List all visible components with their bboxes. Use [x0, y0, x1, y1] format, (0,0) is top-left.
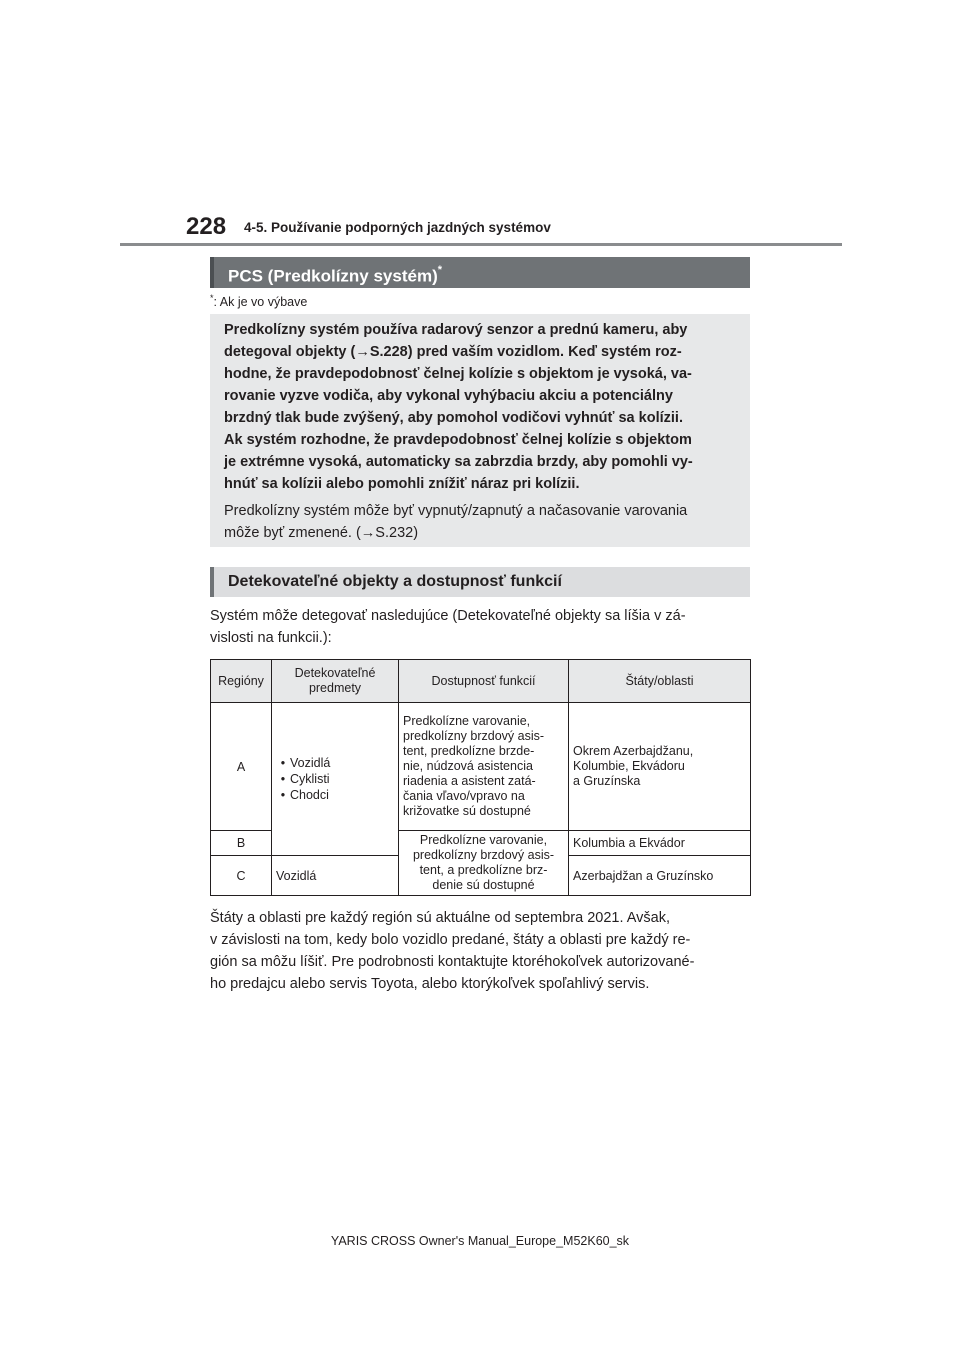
chapter-title: 4-5. Používanie podporných jazdných systémov [244, 220, 551, 235]
cell-line: križovatke sú dostupné [403, 804, 531, 818]
footer-text: YARIS CROSS Owner's Manual_Europe_M52K60_sk [330, 1234, 630, 1248]
cell-states-c: Azerbajdžan a Gruzínsko [569, 856, 751, 896]
cell-states-b: Kolumbia a Ekvádor [569, 831, 751, 856]
page-number: 228 [186, 213, 227, 240]
cell-objects-c: Vozidlá [272, 856, 399, 896]
objects-list [276, 755, 394, 803]
cell-line: riadenia a asistent zatá- [403, 774, 536, 788]
cell-line: Predkolízne varovanie, [403, 714, 531, 728]
info-line: hodne, že pravdepodobnosť čelnej kolízie s objektom je vysoká, va- [224, 366, 692, 382]
info-line: hnúť sa kolízii alebo pomohli znížiť náraz pri kolízii. [224, 476, 580, 492]
info-line: detegoval objekty (→S.228) pred vaším vozidlom. Keď systém roz- [224, 344, 682, 360]
closing-line: v závislosti na tom, kedy bolo vozidlo predané, štáty a oblasti pre každý re- [210, 932, 691, 948]
header-objects-line: Detekovateľné [294, 666, 376, 680]
header-regions: Regióny [211, 660, 272, 703]
info-line: rovanie vyzve vodiča, aby vykonal vyhýbaciu akciu a potenciálny [224, 388, 673, 404]
info-normal-paragraph [224, 500, 740, 544]
cell-line: nie, núdzová asistencia [403, 759, 533, 773]
footnote-text: : Ak je vo výbave [213, 295, 308, 310]
closing-paragraph [210, 907, 750, 995]
closing-line: Štáty a oblasti pre každý región sú aktuálne od septembra 2021. Avšak, [210, 910, 670, 926]
cell-line: Kolumbie, Ekvádoru [573, 759, 685, 773]
header-functions: Dostupnosť funkcií [399, 660, 569, 703]
cell-line: predkolízny brzdový asis- [403, 729, 545, 743]
info-line: Ak systém rozhodne, že pravdepodobnosť čelnej kolízie s objektom [224, 432, 692, 448]
section-title-pcs [210, 257, 750, 288]
list-item: • Chodci [276, 787, 394, 803]
footnote-mark: * [210, 293, 214, 303]
cell-region-b: B [211, 831, 272, 856]
cell-states-a [569, 703, 751, 831]
cell-functions-bc [399, 831, 569, 896]
info-line: Predkolízny systém môže byť vypnutý/zapnutý a načasovanie varovania [224, 503, 688, 519]
section-title-detectable: Detekovateľné objekty a dostupnosť funkcií [210, 567, 750, 597]
info-bold-paragraph [224, 319, 740, 495]
footnote [210, 293, 307, 309]
cell-functions-a [399, 703, 569, 831]
header-objects-line: predmety [308, 681, 362, 695]
info-line: je extrémne vysoká, automaticky sa zabrzdia brzdy, aby pomohli vy- [224, 454, 693, 470]
cell-region-a: A [211, 703, 272, 831]
header-states: Štáty/oblasti [569, 660, 751, 703]
header-divider [120, 243, 842, 246]
header-objects [272, 660, 399, 703]
closing-line: gión sa môžu líšiť. Pre podrobnosti kontaktujte ktoréhokoľvek autorizované- [210, 954, 695, 970]
cell-line: tent, predkolízne brzde- [403, 744, 535, 758]
info-line: môže byť zmenené. (→S.232) [224, 525, 419, 541]
info-line: brzdný tlak bude zvýšený, aby pomohol vodičovi vyhnúť sa kolízii. [224, 410, 683, 426]
section-title-asterisk: * [437, 264, 443, 276]
table-row [211, 703, 751, 831]
cell-line: tent, a predkolízne brz- [419, 863, 548, 877]
cell-line: predkolízny brzdový asis- [412, 848, 555, 862]
table-header-row [211, 660, 751, 703]
cell-line: a Gruzínska [573, 774, 641, 788]
cell-line: Okrem Azerbajdžanu, [573, 744, 694, 758]
closing-line: ho predajcu alebo servis Toyota, alebo ktorýkoľvek spoľahlivý servis. [210, 976, 650, 992]
cell-line: denie sú dostupné [432, 878, 535, 892]
section-title-text: PCS (Predkolízny systém) [228, 266, 438, 286]
regions-table [210, 659, 751, 896]
cell-line: Predkolízne varovanie, [419, 833, 548, 847]
list-item: • Cyklisti [276, 771, 394, 787]
intro-paragraph [210, 605, 750, 649]
intro-line: Systém môže detegovať nasledujúce (Detekovateľné objekty sa líšia v zá- [210, 608, 686, 624]
intro-line: vislosti na funkcii.): [210, 630, 332, 646]
info-line: Predkolízny systém používa radarový senzor a prednú kameru, aby [224, 322, 688, 338]
cell-objects-ab [272, 703, 399, 856]
list-item: • Vozidlá [276, 755, 394, 771]
cell-line: čania vľavo/vpravo na [403, 789, 525, 803]
info-box [210, 314, 750, 547]
cell-region-c: C [211, 856, 272, 896]
